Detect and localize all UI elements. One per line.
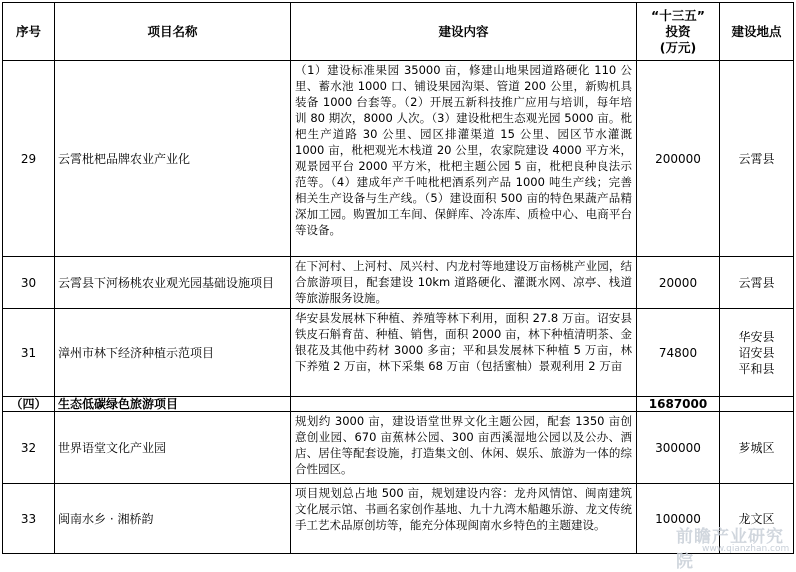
row-name: 云霄县下河杨桃农业观光园基础设施项目 bbox=[55, 257, 291, 309]
row-investment: 20000 bbox=[637, 257, 720, 309]
table-row bbox=[3, 484, 794, 554]
header-location: 建设地点 bbox=[720, 3, 794, 61]
project-table bbox=[2, 2, 794, 554]
row-name: 闽南水乡 · 湘桥韵 bbox=[55, 484, 291, 554]
row-content: 项目规划总占地 500 亩，规划建设内容：龙舟风情馆、闽南建筑文化展示馆、书画名家创作基地、九十九湾木船趣乐游、龙文传统手工艺术品原创坊等，能充分体现闽南水乡特色的主题建设。 bbox=[291, 484, 637, 554]
header-row bbox=[3, 3, 794, 61]
row-location: 云霄县 bbox=[720, 257, 794, 309]
section-name: 生态低碳绿色旅游项目 bbox=[55, 397, 291, 412]
section-content bbox=[291, 397, 637, 412]
section-row bbox=[3, 397, 794, 412]
watermark-url: www.qianzhan.com bbox=[702, 544, 790, 554]
header-investment bbox=[637, 3, 720, 61]
row-name: 云霄枇杷品牌农业产业化 bbox=[55, 61, 291, 257]
row-index: 33 bbox=[3, 484, 55, 554]
row-location: 龙文区 bbox=[720, 484, 794, 554]
table-row bbox=[3, 309, 794, 397]
header-investment-line1: “十三五” bbox=[651, 7, 705, 23]
row-investment: 300000 bbox=[637, 412, 720, 484]
row-location: 芗城区 bbox=[720, 412, 794, 484]
row-location-line: 华安县 bbox=[738, 329, 775, 344]
row-index: 30 bbox=[3, 257, 55, 309]
row-name: 世界语堂文化产业园 bbox=[55, 412, 291, 484]
row-location-line: 平和县 bbox=[738, 361, 775, 376]
row-location: 云霄县 bbox=[720, 61, 794, 257]
row-content: 在下河村、上河村、凤兴村、内龙村等地建设万亩杨桃产业园，结合旅游项目，配套建设 10km 道路硬化、灌溉水网、凉亭、栈道等旅游服务设施。 bbox=[291, 257, 637, 309]
watermark-logo: 前瞻产业研究院 bbox=[676, 527, 784, 572]
header-index: 序号 bbox=[3, 3, 55, 61]
table-row bbox=[3, 61, 794, 257]
row-investment: 200000 bbox=[637, 61, 720, 257]
row-investment: 100000 bbox=[637, 484, 720, 554]
header-name: 项目名称 bbox=[55, 3, 291, 61]
section-index: （四） bbox=[3, 397, 55, 412]
row-index: 29 bbox=[3, 61, 55, 257]
row-investment: 74800 bbox=[637, 309, 720, 397]
row-index: 32 bbox=[3, 412, 55, 484]
row-index: 31 bbox=[3, 309, 55, 397]
table-row bbox=[3, 412, 794, 484]
section-location bbox=[720, 397, 794, 412]
row-content: （1）建设标准果园 35000 亩，修建山地果园道路硬化 110 公里、蓄水池 1000 口、铺设果园沟渠、管道 200 公里，新购机具装备 1000 台套等。（2）开展五新科技推广应用与培训，每年培训 80 期次，8000 人次。（3）建设枇杷生态观光园 5000 亩。枇杷生产道路 30 公里、园区排灌渠道 15 公里、园区节水灌溉 1000 亩，枇杷观光木栈道 20 公里，农家院建设 4000 平方米，观景园平台 2000 平方米，枇杷主题公园 5 亩，枇杷良种良法示范等。（4）建成年产千吨枇杷酒系列产品 1000 吨生产线；完善相关生产设备与生产线。（5）建设面积 500 亩的特色果蔬产品精深加工园。购置加工车间、保鲜库、冷冻库、质检中心、电商平台等设备。 bbox=[291, 61, 637, 257]
header-investment-line2: 投资 bbox=[665, 23, 691, 39]
section-investment: 1687000 bbox=[637, 397, 720, 412]
row-name: 漳州市林下经济种植示范项目 bbox=[55, 309, 291, 397]
row-content: 规划约 3000 亩，建设语堂世界文化主题公园，配套 1350 亩创意创业园、670 亩蕉林公园、300 亩西溪湿地公园以及公办、酒店、居住等配套设施，打造集文创、休闲、娱乐、旅游为一体的综合性园区。 bbox=[291, 412, 637, 484]
row-content: 华安县发展林下种植、养殖等林下利用，面积 27.8 万亩。诏安县铁皮石斛育苗、种植、销售，面积 2000 亩，林下种植清明茶、金银花及其他中药材 3000 多亩；平和县发展林下种植 5 万亩，林下养殖 2 万亩，林下采集 68 万亩（包括蜜柚）景观利用 2 万亩 bbox=[291, 309, 637, 397]
row-location bbox=[720, 309, 794, 397]
row-location-line: 诏安县 bbox=[738, 345, 775, 360]
header-investment-line3: (万元) bbox=[659, 39, 697, 55]
table-row bbox=[3, 257, 794, 309]
header-content: 建设内容 bbox=[291, 3, 637, 61]
